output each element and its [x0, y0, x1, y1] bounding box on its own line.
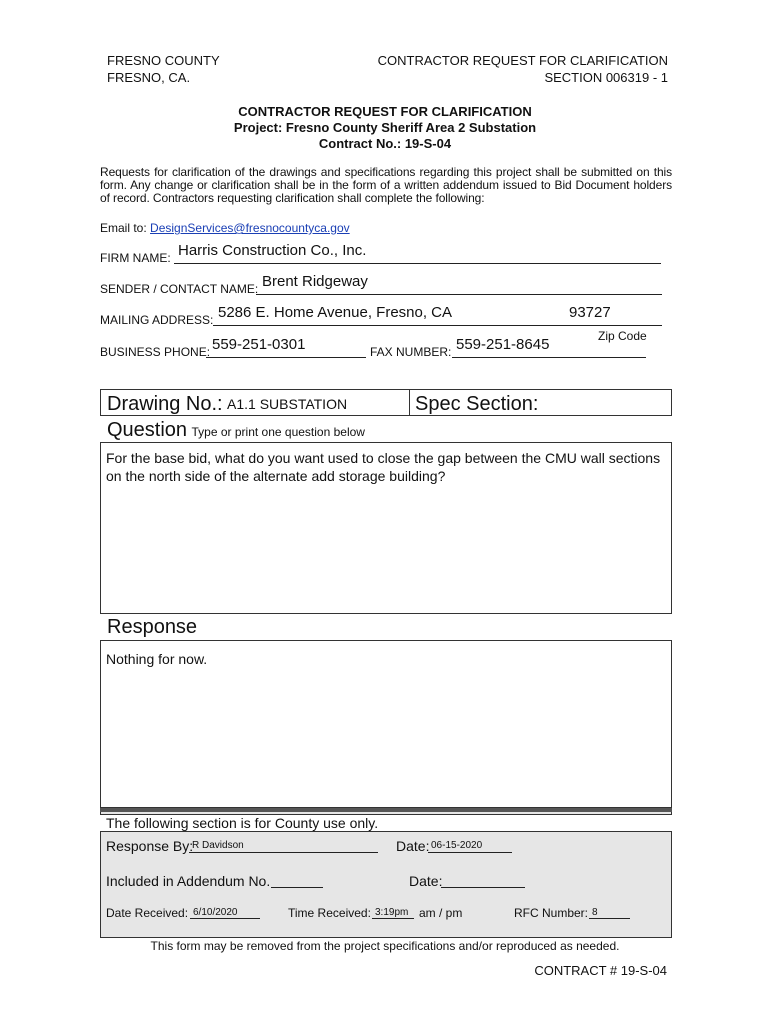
rfc-field[interactable]: 8 [592, 907, 598, 918]
mailing-field[interactable]: 5286 E. Home Avenue, Fresno, CA [218, 304, 453, 321]
title-contract: Contract No.: 19-S-04 [318, 136, 452, 151]
sender-field[interactable]: Brent Ridgeway [262, 273, 368, 290]
fax-field[interactable]: 559-251-8645 [456, 336, 550, 353]
question-box[interactable] [100, 442, 672, 614]
response-by-underline [189, 852, 378, 853]
question-text: For the base bid, what do you want used to close the gap between the CMU wall sections on the north side of the alternate add storage building? [106, 450, 661, 484]
date-field[interactable]: 06-15-2020 [431, 840, 483, 851]
firm-field[interactable]: Harris Construction Co., Inc. [178, 242, 367, 259]
email-row [100, 221, 350, 235]
spec-label: Spec Section: [415, 393, 539, 415]
addendum-underline [271, 887, 323, 888]
header-county: FRESNO COUNTY [107, 53, 220, 68]
date2-label: Date: [409, 873, 443, 889]
time-label: Time Received: [288, 906, 371, 920]
zip-label: Zip Code [598, 329, 647, 343]
date2-field[interactable] [441, 874, 525, 887]
firm-label: FIRM NAME: [100, 251, 171, 265]
mailing-label: MAILING ADDRESS: [100, 313, 214, 327]
received-field[interactable]: 6/10/2020 [193, 907, 238, 918]
intro-paragraph: Requests for clarification of the drawings and specifications regarding this project shall be submitted on this form. Any change or clarification shall be in the form of a written addendum issued to Bid Document holders of record. Contractors requesting clarification shall complete the following: [100, 165, 672, 205]
sender-label: SENDER / CONTACT NAME: [100, 282, 259, 296]
email-label: Email to: [100, 221, 147, 235]
drawing-label: Drawing No.: [107, 393, 223, 415]
phone-field[interactable]: 559-251-0301 [212, 336, 306, 353]
date2-underline [441, 887, 525, 888]
response-by-field[interactable]: R Davidson [192, 840, 244, 851]
response-label: Response [107, 616, 198, 638]
time-field[interactable]: 3:19pm [375, 907, 409, 918]
addendum-label: Included in Addendum No. [106, 873, 271, 889]
county-section-topbar [100, 808, 672, 812]
email-link[interactable]: DesignServices@fresnocountyca.gov [150, 221, 350, 235]
firm-underline [174, 263, 661, 264]
county-heading: The following section is for County use only. [106, 815, 379, 831]
question-label: Question [107, 419, 188, 441]
header-right [378, 52, 668, 86]
received-underline [190, 918, 260, 919]
rfc-underline [589, 918, 630, 919]
question-heading [107, 419, 365, 442]
sender-underline [256, 294, 662, 295]
zip-field[interactable]: 93727 [569, 304, 611, 321]
received-label: Date Received: [106, 906, 189, 920]
addendum-field[interactable] [271, 874, 323, 887]
header-left [107, 52, 220, 86]
title-line-1: CONTRACTOR REQUEST FOR CLARIFICATION [238, 104, 532, 119]
drawing-field[interactable]: A1.1 SUBSTATION [227, 396, 348, 412]
header-form-title: CONTRACTOR REQUEST FOR CLARIFICATION [377, 53, 668, 68]
response-box[interactable] [100, 640, 672, 808]
title-project: Project: Fresno County Sheriff Area 2 Substation [233, 120, 537, 135]
fax-underline [452, 357, 646, 358]
mailing-underline [213, 325, 662, 326]
footer-contract: CONTRACT # 19-S-04 [534, 963, 667, 978]
phone-underline [206, 357, 366, 358]
header-city: FRESNO, CA. [107, 70, 191, 85]
fax-label: FAX NUMBER: [370, 345, 452, 359]
spec-field[interactable] [540, 391, 668, 414]
date-underline [428, 852, 512, 853]
date-label: Date: [396, 838, 430, 854]
response-by-label: Response By: [106, 838, 194, 854]
time-underline [372, 918, 414, 919]
question-hint: Type or print one question below [191, 425, 365, 439]
form-title [0, 104, 770, 152]
footer-note: This form may be removed from the project specifications and/or reproduced as needed. [150, 939, 620, 953]
response-text: Nothing for now. [106, 651, 208, 667]
drawing-spec-divider [409, 389, 410, 416]
header-section: SECTION 006319 - 1 [544, 70, 668, 85]
rfc-label: RFC Number: [514, 906, 589, 920]
ampm-label: am / pm [419, 906, 463, 920]
phone-label: BUSINESS PHONE: [100, 345, 211, 359]
